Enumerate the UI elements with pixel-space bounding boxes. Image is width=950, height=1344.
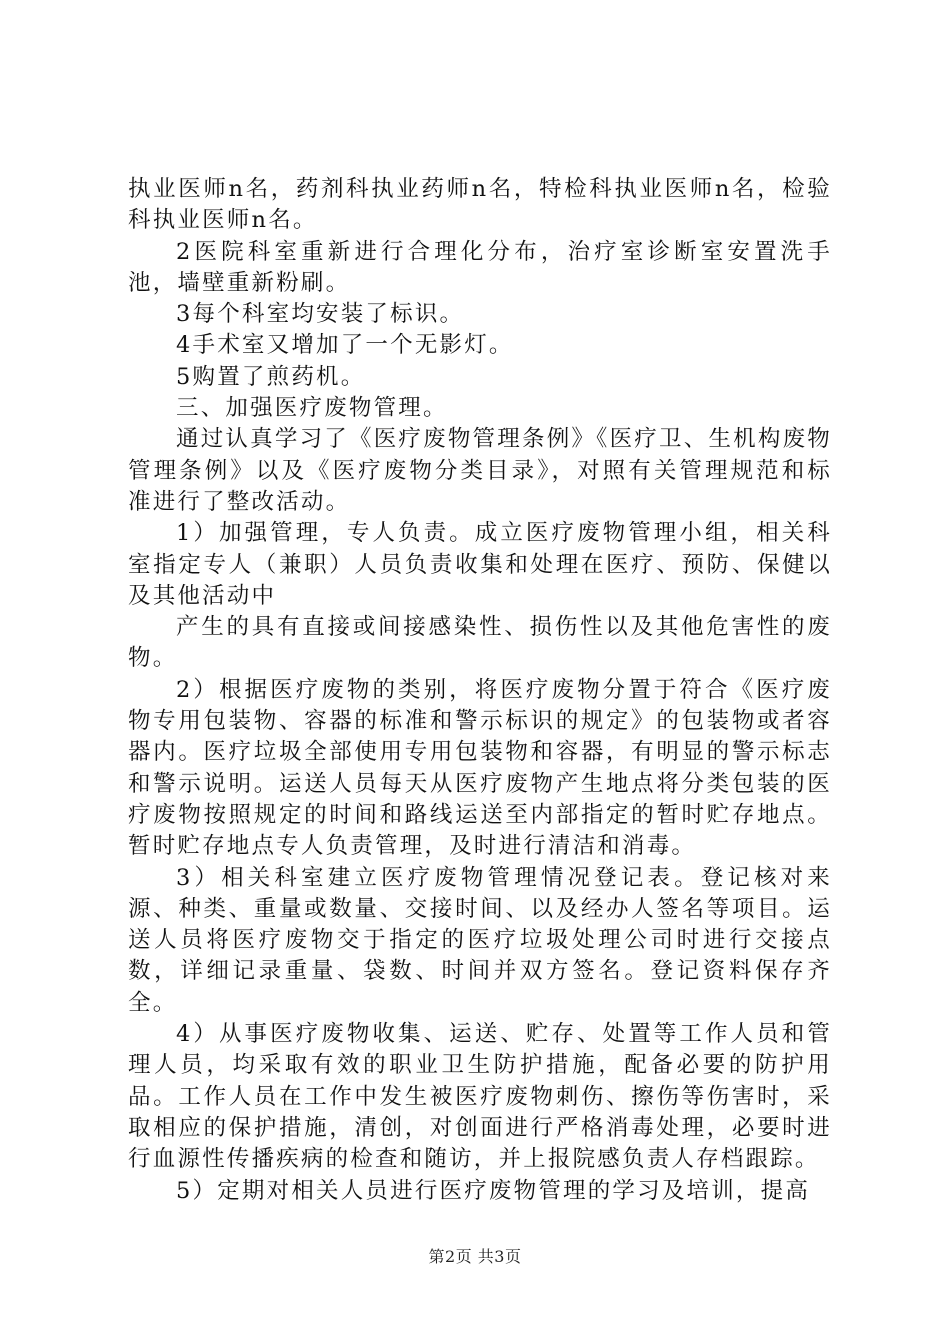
paragraph-7: 通过认真学习了《医疗废物管理条例》《医疗卫、生机构废物管理条例》以及《医疗废物分类目录》，对照有关管理规范和标准进行了整改活动。 — [128, 426, 832, 515]
paragraph-1: 执业医师n名，药剂科执业药师n名，特检科执业医师n名，检验科执业医师n名。 — [128, 176, 832, 234]
paragraph-2: 2医院科室重新进行合理化分布，治疗室诊断室安置洗手池，墙壁重新粉刷。 — [128, 238, 832, 296]
page-footer: 第2页 共3页 — [428, 1247, 522, 1266]
section-heading: 三、加强医疗废物管理。 — [176, 395, 448, 422]
paragraph-3: 3每个科室均安装了标识。 — [176, 301, 465, 328]
paragraph-10: 2）根据医疗废物的类别，将医疗废物分置于符合《医疗废物专用包装物、容器的标准和警示标识的规定》的包装物或者容器内。医疗垃圾全部使用专用包装物和容器，有明显的警示标志和警示说明。运送人员每天从医疗废物产生地点将分类包装的医疗废物按照规定的时间和路线运送至内部指定的暂时贮存地点。暂时贮存地点专人负责管理，及时进行清洁和消毒。 — [128, 676, 832, 860]
paragraph-13: 5）定期对相关人员进行医疗废物管理的学习及培训，提高 — [176, 1177, 811, 1204]
paragraph-5: 5购置了煎药机。 — [176, 363, 366, 390]
paragraph-8: 1）加强管理，专人负责。成立医疗废物管理小组，相关科室指定专人（兼职）人员负责收集和处理在医疗、预防、保健以及其他活动中 — [128, 520, 832, 609]
document-body — [128, 174, 832, 1207]
paragraph-4: 4手术室又增加了一个无影灯。 — [176, 332, 514, 359]
paragraph-12: 4）从事医疗废物收集、运送、贮存、处置等工作人员和管理人员，均采取有效的职业卫生防护措施，配备必要的防护用品。工作人员在工作中发生被医疗废物刺伤、擦伤等伤害时，采取相应的保护措施，清创，对创面进行严格消毒处理，必要时进行血源性传播疾病的检查和随访，并上报院感负责人存档跟踪。 — [128, 1021, 832, 1173]
paragraph-9: 产生的具有直接或间接感染性、损伤性以及其他危害性的废物。 — [128, 614, 832, 672]
paragraph-11: 3）相关科室建立医疗废物管理情况登记表。登记核对来源、种类、重量或数量、交接时间、以及经办人签名等项目。运送人员将医疗废物交于指定的医疗垃圾处理公司时进行交接点数，详细记录重量、袋数、时间并双方签名。登记资料保存齐全。 — [128, 864, 832, 1016]
